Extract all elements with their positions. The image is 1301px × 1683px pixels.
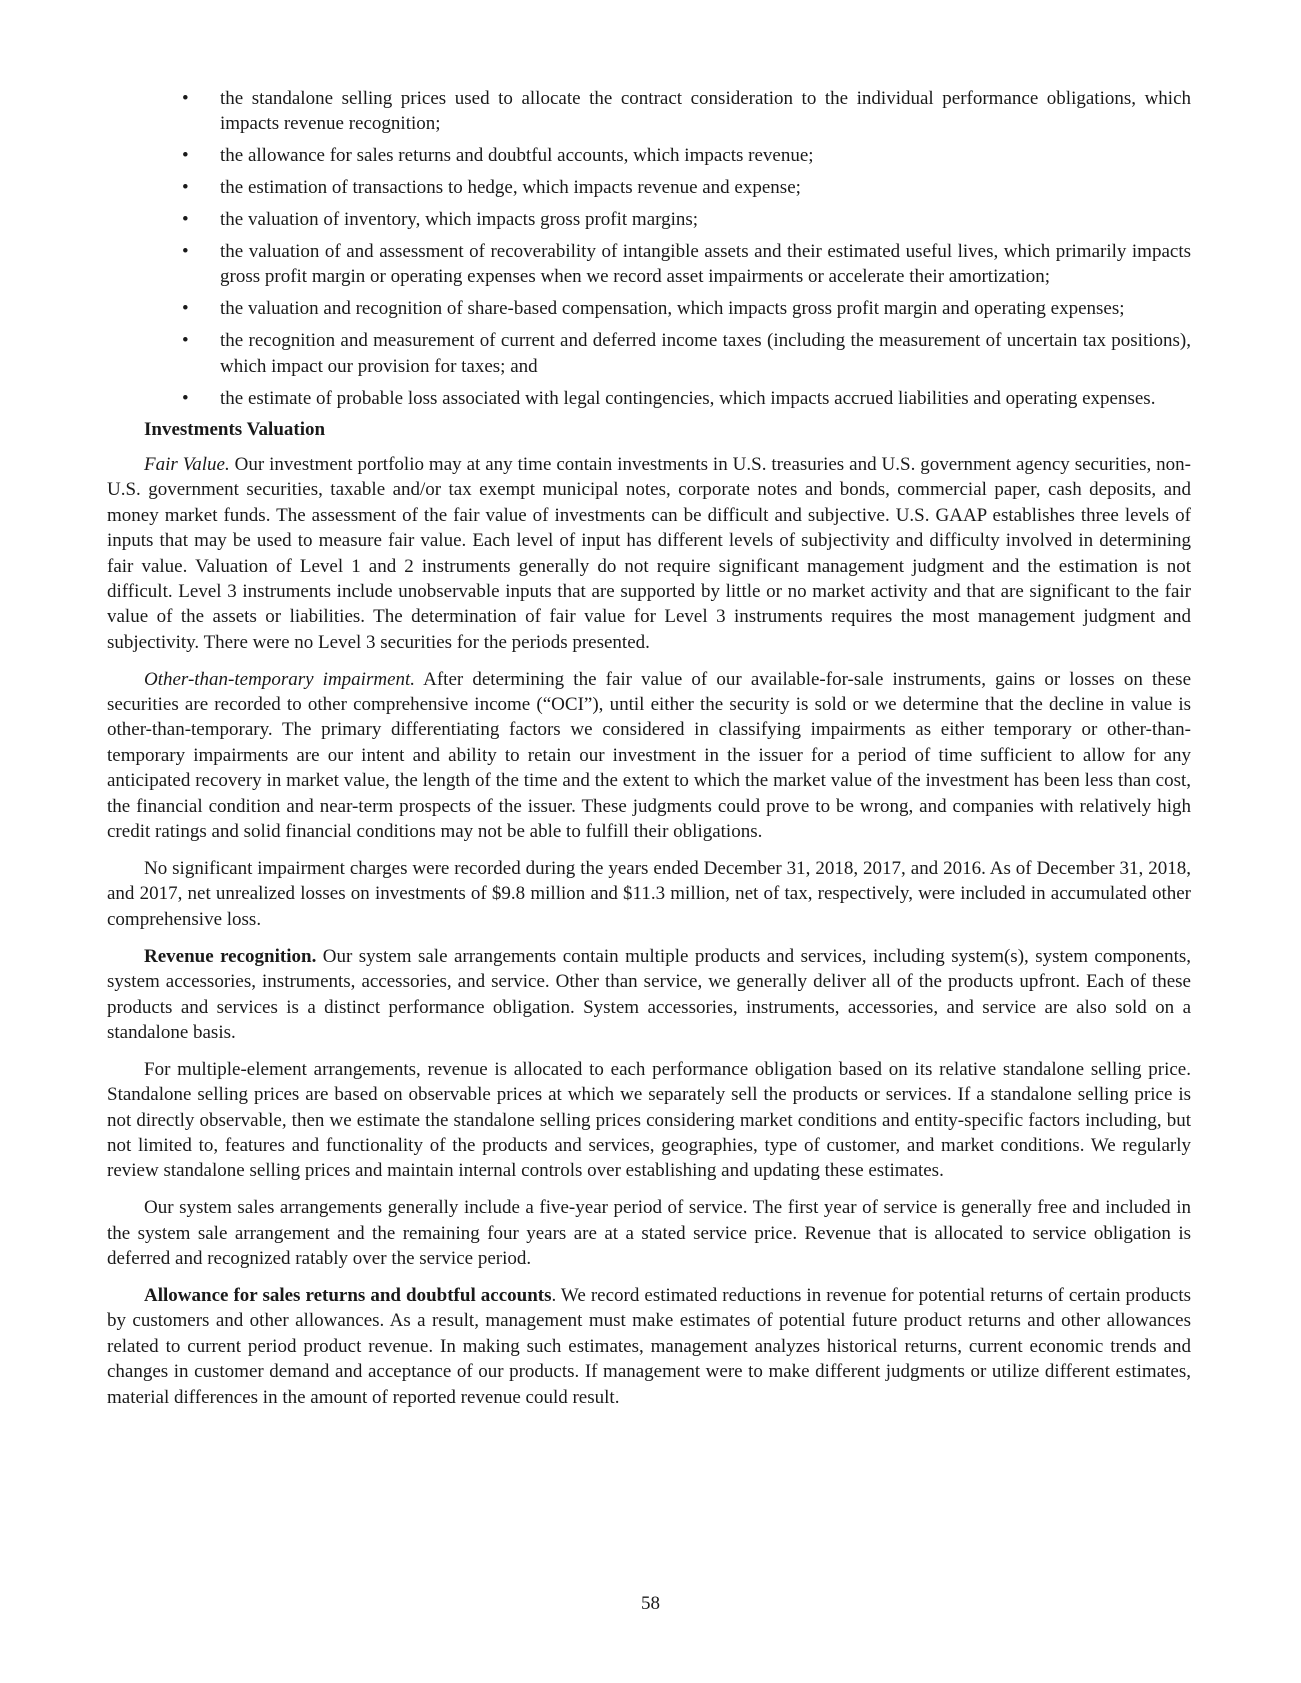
section-heading-investments-valuation: Investments Valuation [144,419,326,441]
paragraph-impairment-charges [107,856,1191,932]
paragraph-multiple-element-arrangements [107,1057,1191,1184]
bullet-text: the standalone selling prices used to allocate the contract consideration to the individual performance obligations, which impacts revenue recognition; [220,88,1191,135]
bullet-item [107,386,1191,411]
paragraph-lead: Other-than-temporary impairment. [144,668,416,690]
bullet-glyph: • [182,177,189,199]
bullet-glyph: • [182,209,189,231]
estimates-bullet-list [107,86,1191,411]
paragraph-lead: Allowance for sales returns and doubtful accounts [144,1285,552,1307]
bullet-text: the estimation of transactions to hedge, which impacts revenue and expense; [220,177,801,199]
bullet-text: the valuation of and assessment of recoverability of intangible assets and their estimated useful lives, which primarily impacts gross profit margin or operating expenses when we record asset impairments or accelerate their amortization; [220,241,1191,288]
bullet-glyph: • [182,145,189,167]
bullet-glyph: • [182,298,189,320]
bullet-item [107,296,1191,321]
bullet-glyph: • [182,241,189,263]
bullet-text: the recognition and measurement of current and deferred income taxes (including the measurement of uncertain tax positions), which impact our provision for taxes; and [220,330,1191,377]
paragraph-service-period [107,1195,1191,1271]
paragraph-other-than-temporary-impairment [107,667,1191,845]
bullet-glyph: • [182,88,189,109]
paragraph-revenue-recognition [107,944,1191,1046]
paragraph-lead: Revenue recognition. [144,945,317,967]
paragraph-body: For multiple-element arrangements, revenue is allocated to each performance obligation based on its relative standalone selling price. Standalone selling prices are based on observable prices at which we separately sell the products or services. If a standalone selling price is not directly observable, then we estimate the standalone selling prices considering market conditions and entity-specific factors including, but not limited to, features and functionality of the products and services, geographies, type of customer, and market conditions. We regularly review standalone selling prices and maintain internal controls over establishing and updating these estimates. [107,1058,1191,1182]
bullet-item [107,328,1191,379]
bullet-glyph: • [182,330,189,352]
bullet-text: the estimate of probable loss associated with legal contingencies, which impacts accrued liabilities and operating expenses. [220,387,1156,409]
bullet-item [107,175,1191,200]
paragraph-body: No significant impairment charges were recorded during the years ended December 31, 2018, 2017, and 2016. As of December 31, 2018, and 2017, net unrealized losses on investments of $9.8 million and $11.3 million, net of tax, respectively, were included in accumulated other comprehensive loss. [107,857,1191,930]
document-page [107,86,1191,1422]
paragraph-fair-value [107,452,1191,655]
bullet-text: the valuation and recognition of share-based compensation, which impacts gross profit margin and operating expenses; [220,298,1125,320]
paragraph-lead: Fair Value. [144,453,230,475]
paragraph-body: Our investment portfolio may at any time contain investments in U.S. treasuries and U.S. government agency securities, non-U.S. government securities, taxable and/or tax exempt municipal notes, corporate notes and bonds, commercial paper, cash deposits, and money market funds. The assessment of the fair value of investments can be difficult and subjective. U.S. GAAP establishes three levels of inputs that may be used to measure fair value. Each level of input has different levels of subjectivity and difficulty involved in determining fair value. Valuation of Level 1 and 2 instruments generally do not require significant management judgment and the estimation is not difficult. Level 3 instruments include unobservable inputs that are supported by little or no market activity and that are significant to the fair value of the assets or liabilities. The determination of fair value for Level 3 instruments requires the most management judgment and subjectivity. There were no Level 3 securities for the periods presented. [107,453,1192,653]
paragraph-body: . We record estimated reductions in revenue for potential returns of certain products by customers and other allowances. As a result, management must make estimates of potential future product returns and other allowances related to current period product revenue. In making such estimates, management analyzes historical returns, current economic trends and changes in customer demand and acceptance of our products. If management were to make different judgments or utilize different estimates, material differences in the amount of reported revenue could result. [107,1285,1191,1408]
paragraph-body: Our system sales arrangements generally include a five-year period of service. The first year of service is generally free and included in the system sale arrangement and the remaining four years are at a stated service price. Revenue that is allocated to service obligation is deferred and recognized ratably over the service period. [107,1197,1191,1270]
bullet-text: the valuation of inventory, which impacts gross profit margins; [220,209,699,231]
bullet-item [107,143,1191,168]
bullet-item [107,239,1191,290]
paragraph-body: After determining the fair value of our available-for-sale instruments, gains or losses on these securities are recorded to other comprehensive income (“OCI”), until either the security is sold or we determine that the decline in value is other-than-temporary. The primary differentiating factors we considered in classifying impairments as either temporary or other-than-temporary impairments are our intent and ability to retain our investment in the issuer for a period of time sufficient to allow for any anticipated recovery in market value, the length of the time and the extent to which the market value of the investment has been less than cost, the financial condition and near-term prospects of the issuer. These judgments could prove to be wrong, and companies with relatively high credit ratings and solid financial conditions may not be able to fulfill their obligations. [107,668,1191,843]
paragraph-allowance-sales-returns [107,1283,1191,1410]
bullet-item [107,86,1191,137]
page-number: 58 [641,1593,660,1614]
paragraph-body: Our system sale arrangements contain multiple products and services, including system(s), system components, system accessories, instruments, accessories, and service. Other than service, we generally deliver all of the products upfront. Each of these products and services is a distinct performance obligation. System accessories, instruments, accessories, and service are also sold on a standalone basis. [107,945,1191,1043]
bullet-item [107,207,1191,232]
bullet-glyph: • [182,387,189,409]
bullet-text: the allowance for sales returns and doubtful accounts, which impacts revenue; [220,145,814,167]
